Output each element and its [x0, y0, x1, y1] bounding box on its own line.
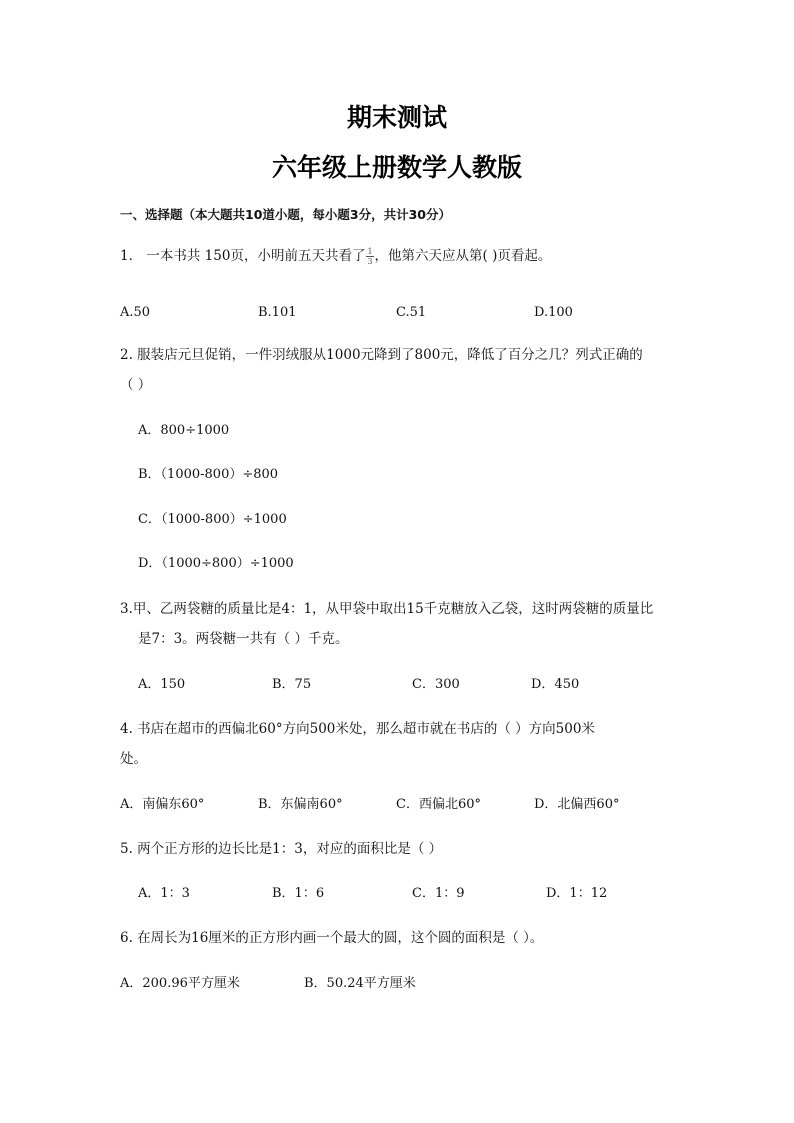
question-1-text-after: ，他第六天应从第( )页看起。 [374, 248, 552, 264]
option-3c: C．300 [412, 677, 460, 692]
question-6-line-1: 6. 在周长为16厘米的正方形内画一个最大的圆，这个圆的面积是（ ）。 [120, 930, 544, 946]
option-4a: A．南偏东60° [120, 797, 205, 812]
option-1a: A.50 [120, 305, 151, 320]
fraction [366, 247, 373, 266]
question-1 [120, 244, 551, 266]
option-1c: C.51 [396, 305, 427, 320]
option-5c: C．1：9 [412, 886, 465, 901]
option-4c: C．西偏北60° [396, 797, 481, 812]
option-3b: B．75 [272, 677, 312, 692]
option-5a: A．1：3 [138, 886, 190, 901]
question-3-line-2: 是7：3。两袋糖一共有（ ）千克。 [138, 631, 349, 647]
page-title: 期末测试 [346, 103, 447, 132]
question-3-line-1: 3.甲、乙两袋糖的质量比是4：1，从甲袋中取出15千克糖放入乙袋，这时两袋糖的质量比 [120, 601, 654, 617]
question-5-line-1: 5. 两个正方形的边长比是1：3，对应的面积比是（ ） [120, 841, 443, 857]
option-6b: B．50.24平方厘米 [304, 976, 416, 991]
option-2d: D．（1000÷800）÷1000 [138, 556, 294, 571]
option-4b: B．东偏南60° [258, 797, 343, 812]
option-2b: B．（1000-800）÷800 [138, 467, 279, 482]
option-1b: B.101 [258, 305, 297, 320]
option-1d: D.100 [534, 305, 573, 320]
fraction-numerator: 1 [367, 247, 373, 256]
question-2-line-1: 2. 服装店元旦促销，一件羽绒服从1000元降到了800元，降低了百分之几？列式正确的 [120, 347, 643, 363]
option-5d: D．1：12 [546, 886, 608, 901]
fraction-denominator: 3 [367, 257, 373, 266]
question-1-text-before: 1． 一本书共 150页，小明前五天共看了 [120, 248, 366, 264]
option-2c: C．（1000-800）÷1000 [138, 512, 287, 527]
section-heading: 一、选择题（本大题共10道小题，每小题3分，共计30分） [120, 207, 451, 222]
option-3d: D．450 [531, 677, 580, 692]
question-4-line-2: 处。 [120, 751, 147, 767]
option-5b: B．1：6 [272, 886, 325, 901]
page-subtitle: 六年级上册数学人教版 [271, 153, 522, 182]
option-2a: A．800÷1000 [138, 423, 230, 438]
question-4-line-1: 4. 书店在超市的西偏北60°方向500米处，那么超市就在书店的（ ）方向500米 [120, 721, 595, 737]
question-2-line-2: （ ） [120, 377, 152, 393]
option-4d: D．北偏西60° [534, 797, 620, 812]
option-6a: A．200.96平方厘米 [120, 976, 240, 991]
option-3a: A．150 [138, 677, 186, 692]
